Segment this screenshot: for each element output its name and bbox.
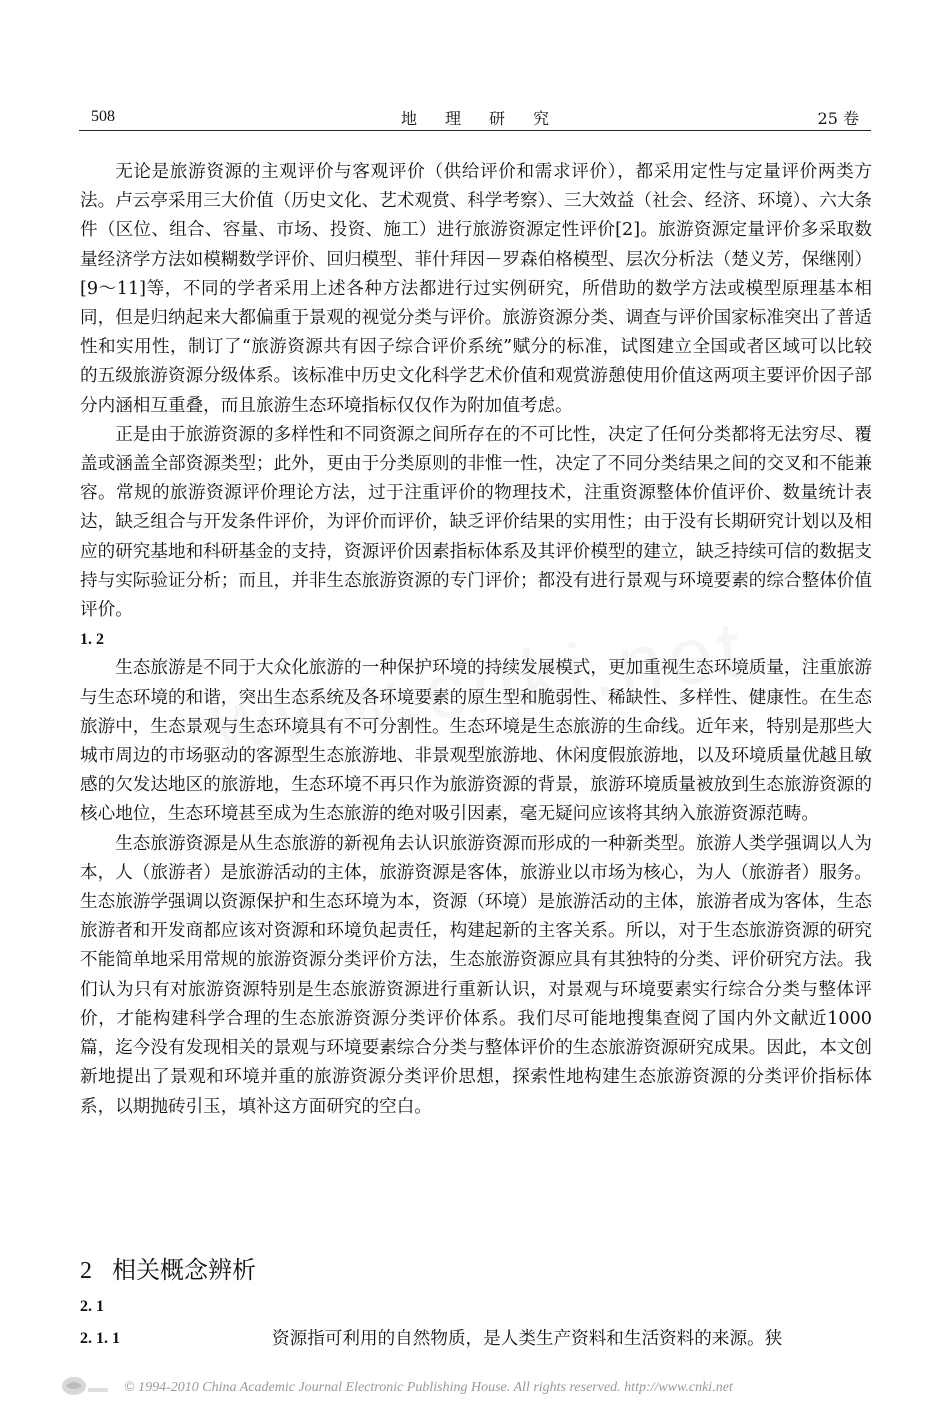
section-title: 相关概念辨析 bbox=[112, 1256, 256, 1284]
paragraph-1: 无论是旅游资源的主观评价与客观评价（供给评价和需求评价），都采用定性与定量评价两类方法。卢云亭采用三大价值（历史文化、艺术观赏、科学考察）、三大效益（社会、经济、环境）、六大条件（区位、组合、容量、市场、投资、施工）进行旅游资源定性评价[2]。旅游资源定量评价多采取数量经济学方法如模糊数学评价、回归模型、菲什拜因－罗森伯格模型、层次分析法（楚义芳，保继刚）[9～11]等，不同的学者采用上述各种方法都进行过实例研究，所借助的数学方法或模型原理基本相同，但是归纳起来大都偏重于景观的视觉分类与评价。旅游资源分类、调查与评价国家标准突出了普适性和实用性，制订了“旅游资源共有因子综合评价系统”赋分的标准，试图建立全国或者区域可以比较的五级旅游资源分级体系。该标准中历史文化科学艺术价值和观赏游憩使用价值这两项主要评价因子部分内涵相互重叠，而且旅游生态环境指标仅仅作为附加值考虑。 bbox=[80, 162, 872, 416]
subsection-2-1-heading: 2. 1 bbox=[80, 1298, 104, 1315]
page-number: 508 bbox=[91, 108, 115, 125]
section-number: 2 bbox=[80, 1258, 92, 1284]
paragraph-2: 正是由于旅游资源的多样性和不同资源之间所存在的不可比性，决定了任何分类都将无法穷尽、覆盖或涵盖全部资源类型；此外，更由于分类原则的非惟一性，决定了不同分类结果之间的交叉和不能兼容。常规的旅游资源评价理论方法，过于注重评价的物理技术，注重资源整体价值评价、数量统计表达，缺乏组合与开发条件评价，为评价而评价，缺乏评价结果的实用性；由于没有长期研究计划以及相应的研究基地和科研基金的支持，资源评价因素指标体系及其评价模型的建立，缺乏持续可信的数据支持与实际验证分析；而且，并非生态旅游资源的专门评价；都没有进行景观与环境要素的综合整体价值评价。 bbox=[80, 424, 872, 621]
running-header bbox=[79, 100, 871, 131]
last-line-text: 资源指可利用的自然物质，是人类生产资料和生活资料的来源。狭 bbox=[272, 1329, 783, 1349]
subsection-1-2-heading: 1. 2 bbox=[80, 631, 104, 649]
subsection-2-1-1-heading: 2. 1. 1 bbox=[80, 1330, 120, 1347]
cnki-logo-icon bbox=[60, 1374, 110, 1400]
section-2-heading bbox=[80, 1250, 256, 1285]
copyright-text: © 1994-2010 China Academic Journal Electronic Publishing House. All rights reserved. http://www.cnki.net bbox=[124, 1380, 733, 1395]
page-footer bbox=[60, 1372, 910, 1406]
journal-title: 地理研究 bbox=[400, 109, 577, 128]
volume-label: 25 卷 bbox=[817, 109, 859, 128]
body-text bbox=[80, 158, 872, 1122]
paragraph-3: 生态旅游是不同于大众化旅游的一种保护环境的持续发展模式，更加重视生态环境质量，注重旅游与生态环境的和谐，突出生态系统及各环境要素的原生型和脆弱性、稀缺性、多样性、健康性。在生态旅游中，生态景观与生态环境具有不可分割性。生态环境是生态旅游的生命线。近年来，特别是那些大城市周边的市场驱动的客源型生态旅游地、非景观型旅游地、休闲度假旅游地，以及环境质量优越且敏感的欠发达地区的旅游地，生态环境不再只作为旅游资源的背景，旅游环境质量被放到生态旅游资源的核心地位，生态环境甚至成为生态旅游的绝对吸引因素，毫无疑问应该将其纳入旅游资源范畴。 bbox=[80, 658, 872, 825]
paragraph-4: 生态旅游资源是从生态旅游的新视角去认识旅游资源而形成的一种新类型。旅游人类学强调以人为本，人（旅游者）是旅游活动的主体，旅游资源是客体，旅游业以市场为核心，为人（旅游者）服务。生态旅游学强调以资源保护和生态环境为本，资源（环境）是旅游活动的主体，旅游者成为客体，生态旅游者和开发商都应该对资源和环境负起责任，构建起新的主客关系。所以，对于生态旅游资源的研究不能简单地采用常规的旅游资源分类评价方法，生态旅游资源应具有其独特的分类、评价研究方法。我们认为只有对旅游资源特别是生态旅游资源进行重新认识，对景观与环境要素实行综合分类与整体评价，才能构建科学合理的生态旅游资源分类评价体系。我们尽可能地搜集查阅了国内外文献近1000 篇，迄今没有发现相关的景观与环境要素综合分类与整体评价的生态旅游资源研究成果。因此，本文创新地提出了景观和环境并重的旅游资源分类评价思想，探索性地构建生态旅游资源的分类评价指标体系，以期抛砖引玉，填补这方面研究的空白。 bbox=[80, 833, 872, 1117]
